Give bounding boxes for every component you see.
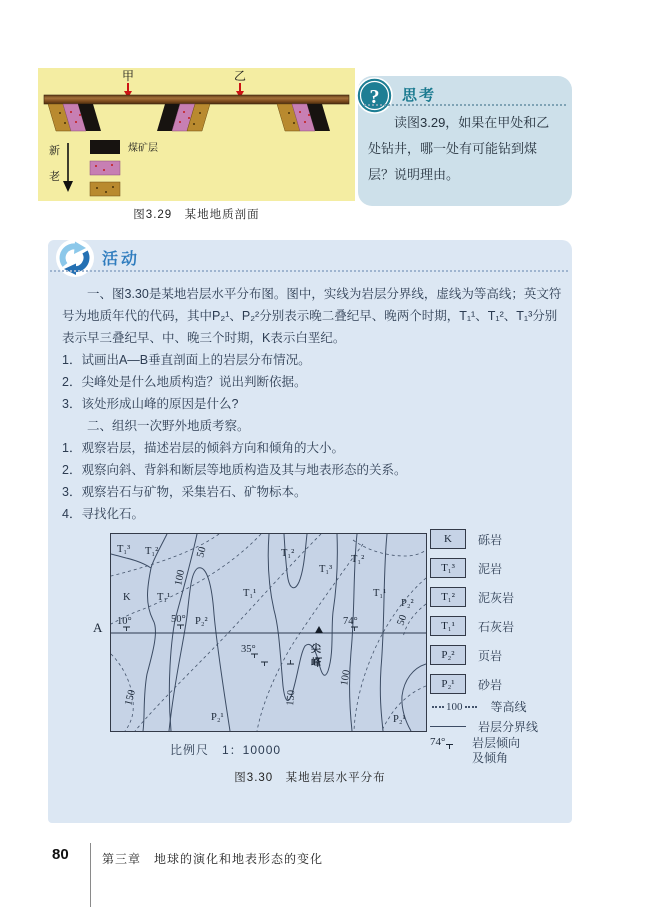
strata-group-2 (157, 104, 210, 131)
activity-item: 1．试画出A—B垂直剖面上的岩层分布情况。 (62, 353, 311, 367)
page-number: 80 (52, 846, 69, 863)
strata-group-1 (48, 104, 101, 131)
map-label: 尖 (311, 644, 321, 655)
map-label: T₁³ (117, 544, 131, 555)
legend-item-name: 石灰岩 (478, 619, 515, 634)
think-box-title: 思考 (402, 87, 437, 104)
think-box-body: 读图3.29，如果在甲处和乙处钻井，哪一处有可能钻到煤层？说明理由。 (368, 115, 550, 182)
svg-text:?: ? (369, 86, 380, 108)
legend-item (430, 615, 514, 637)
map-label: T₁¹ (373, 588, 387, 599)
dip-tick-sample (446, 744, 453, 749)
map-label: 100 (339, 669, 353, 687)
figure-3-30-map (110, 533, 425, 730)
map-label: T₁³ (319, 564, 333, 575)
chapter-title: 第三章 地球的演化和地表形态的变化 (102, 852, 324, 866)
ground-surface-band (44, 95, 349, 104)
map-label: 10° (117, 616, 132, 627)
map-label: 50 (395, 613, 410, 628)
map-label: P₂¹ (393, 714, 406, 725)
activity-dotted-divider (50, 258, 568, 272)
activity-part2-heading: 二、组织一次野外地质考察。 (87, 419, 250, 433)
activity-item: 2．尖峰处是什么地质构造？说出判断依据。 (62, 375, 307, 389)
boundary-name: 岩层分界线 (478, 720, 539, 734)
activity-title: 活动 (102, 251, 141, 268)
map-label: 35° (241, 644, 256, 655)
map-label: P₂¹ (211, 712, 224, 723)
activity-intro: 一、图3.30是某地岩层水平分布图。图中，实线为岩层分界线，虚线为等高线；英文符号为地质年代的代码，其中P₂¹、P₂²分别表示晚二叠纪早、晚两个时期，T₁¹、T₁²、T₁³分别表示早三叠纪早、中、晚三个时期，K表示白垩纪。 (62, 287, 562, 345)
activity-item: 3．该处形成山峰的原因是什么? (62, 397, 239, 411)
activity-item: 3．观察岩石与矿物，采集岩石、矿物标本。 (62, 485, 307, 499)
legend-item (430, 586, 514, 608)
figure-3-29-geological-section (38, 68, 355, 201)
map-label: T₁² (145, 546, 159, 557)
legend-code-box: K (430, 529, 466, 549)
footer-divider (90, 843, 91, 907)
coal-swatch (90, 140, 120, 154)
legend-item (430, 673, 502, 695)
activity-item: 2．观察向斜、背斜和断层等地质构造及其与地表形态的关系。 (62, 463, 407, 477)
legend-boundary (430, 718, 538, 735)
strata-group-3 (277, 104, 330, 131)
legend-item (430, 644, 502, 666)
map-label: 50 (195, 545, 209, 559)
legend-code-box: P₂² (430, 645, 466, 665)
legend-code-box: T₁³ (430, 558, 466, 578)
legend-dip (430, 736, 520, 766)
contour-name: 等高线 (490, 700, 527, 714)
legend-item (430, 528, 502, 550)
age-legend (49, 140, 158, 196)
map-label: T₁² (351, 554, 365, 565)
pink-layer-swatch (90, 161, 120, 175)
map-label: T₁² (281, 548, 295, 559)
map-label: 150 (123, 688, 138, 707)
legend-contour (430, 698, 527, 715)
map-label: K (123, 592, 131, 603)
activity-item: 1．观察岩层，描述岩层的倾斜方向和倾角的大小。 (62, 441, 344, 455)
legend-item-name: 页岩 (478, 648, 503, 663)
map-label: 100 (173, 568, 188, 587)
figure-3-29-caption: 图3.29 某地地质剖面 (133, 209, 260, 221)
legend-item-name: 泥岩 (478, 561, 503, 576)
legend-item-name: 泥灰岩 (478, 590, 515, 605)
boundary-line-sample (430, 726, 466, 727)
map-scale-label: 比例尺 1：10000 (170, 743, 282, 757)
coal-seam-label: 煤矿层 (128, 143, 158, 154)
legend-code-box: T₁² (430, 587, 466, 607)
map-label: 50° (171, 614, 186, 625)
map-endpoint-a: A (93, 620, 103, 635)
dip-name: 岩层倾向 及倾角 (472, 736, 521, 765)
legend-code-box: P₂¹ (430, 674, 466, 694)
drill-site-yi-label: 乙 (234, 69, 247, 83)
peak-triangle-marker (315, 626, 323, 633)
legend-item-name: 砾岩 (478, 532, 503, 547)
tan-layer-swatch (90, 182, 120, 196)
map-label: T₁¹ (157, 592, 171, 603)
map-label: 峰 (311, 658, 321, 669)
figure-3-30-caption: 图3.30 某地岩层水平分布 (234, 772, 386, 784)
legend-item (430, 557, 502, 579)
new-label: 新 (49, 145, 60, 157)
drill-site-jia-label: 甲 (122, 69, 135, 83)
old-label: 老 (49, 171, 60, 183)
dip-value: 74° (430, 736, 446, 748)
map-label: P₂² (195, 616, 208, 627)
map-label: 74° (343, 616, 358, 627)
map-label: 150 (285, 689, 298, 707)
map-label: P₂² (401, 598, 414, 609)
activity-body (62, 283, 564, 525)
activity-item: 4．寻找化石。 (62, 507, 144, 521)
map-label: T₁¹ (243, 588, 257, 599)
contour-value: 100 (446, 700, 463, 713)
think-dotted-divider (364, 92, 566, 106)
legend-code-box: T₁¹ (430, 616, 466, 636)
legend-item-name: 砂岩 (478, 677, 503, 692)
